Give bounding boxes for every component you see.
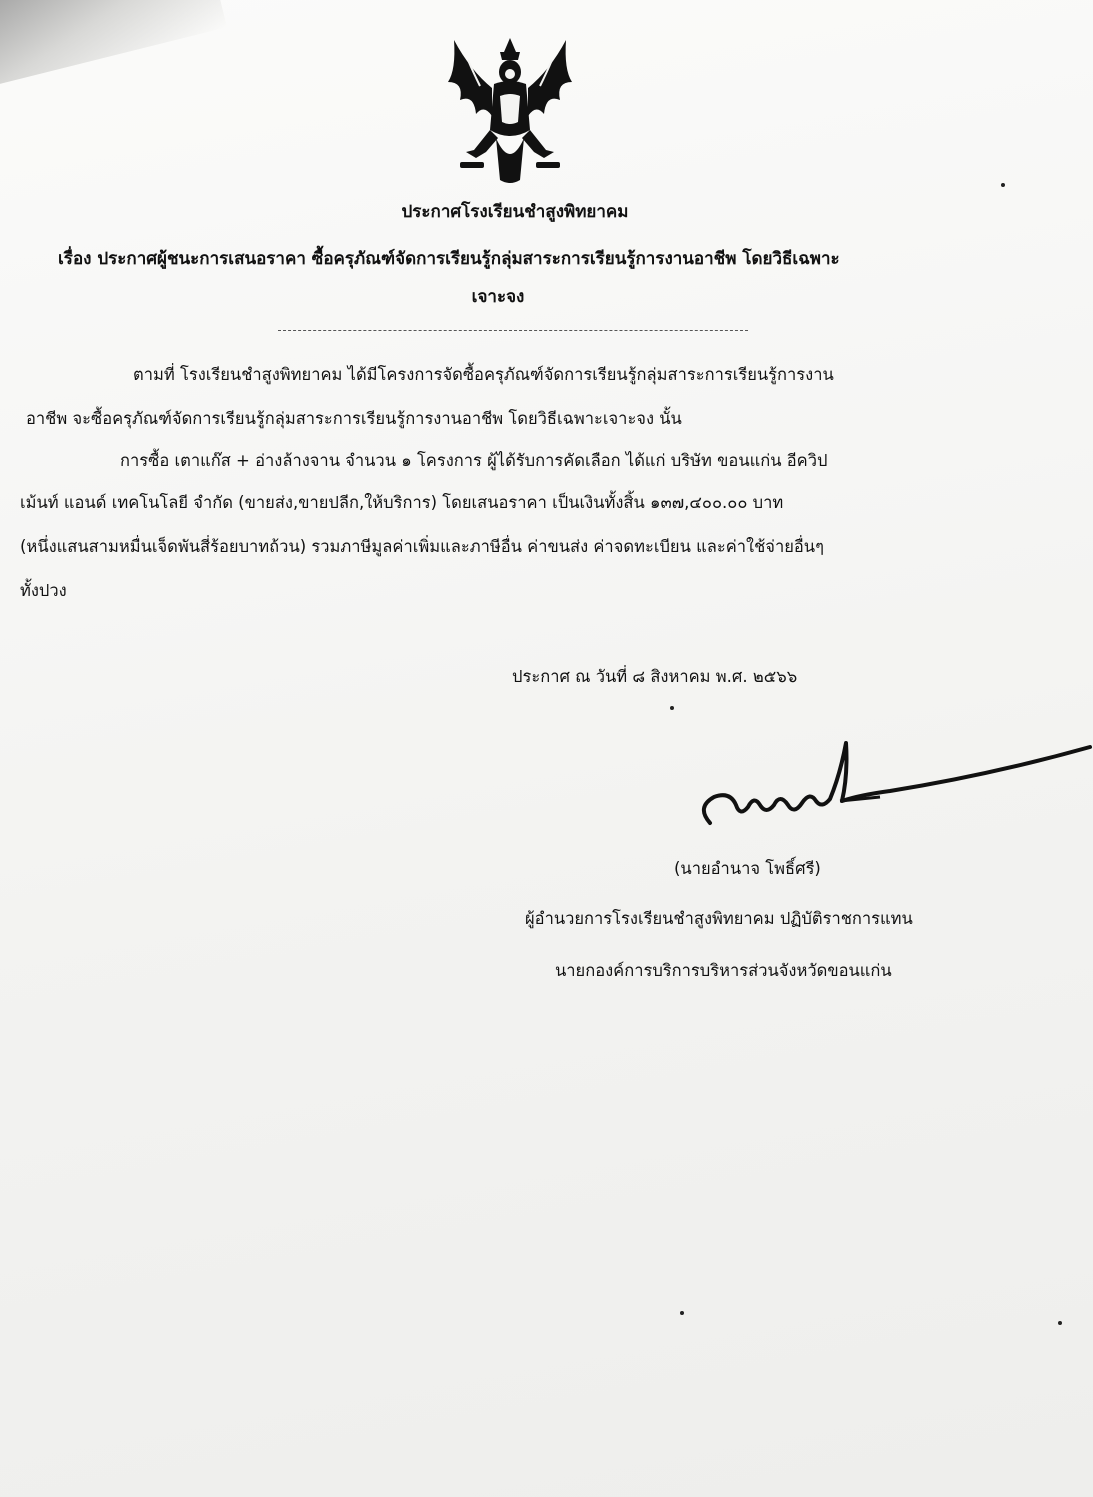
speck	[670, 706, 674, 710]
announcement-subject	[58, 240, 978, 316]
signatory-position-line-1: ผู้อำนวยการโรงเรียนชำสูงพิทยาคม ปฏิบัติราชการแทน	[525, 909, 913, 928]
paragraph-2-line-1: การซื้อ เตาแก๊ส + อ่างล้างจาน จำนวน ๑ โครงการ ผู้ได้รับการคัดเลือก ได้แก่ บริษัท ขอนแก่น อีควิป	[120, 451, 828, 470]
dashed-divider	[278, 330, 748, 331]
garuda-emblem-icon	[440, 30, 580, 190]
paragraph-1-line-2: อาชีพ จะซื้อครุภัณฑ์จัดการเรียนรู้กลุ่มสาระการเรียนรู้การงานอาชีพ โดยวิธีเฉพาะเจาะจง นั้น	[26, 409, 682, 428]
page-fold-shadow	[0, 0, 227, 90]
announcement-title: ประกาศโรงเรียนชำสูงพิทยาคม	[401, 202, 629, 222]
signatory-name: (นายอำนาจ โพธิ์ศรี)	[674, 859, 821, 878]
signatory-position-line-2: นายกองค์การบริการบริหารส่วนจังหวัดขอนแก่น	[555, 961, 892, 980]
paragraph-2-line-2: เม้นท์ แอนด์ เทคโนโลยี จำกัด (ขายส่ง,ขายปลีก,ให้บริการ) โดยเสนอราคา เป็นเงินทั้งสิ้น ๑๓๗,๔๐๐.๐๐ บาท	[20, 493, 784, 512]
handwritten-signature	[690, 735, 1093, 835]
speck	[1001, 183, 1005, 187]
paragraph-2-line-4: ทั้งปวง	[20, 581, 67, 600]
subject-line-1: เรื่อง ประกาศผู้ชนะการเสนอราคา ซื้อครุภัณฑ์จัดการเรียนรู้กลุ่มสาระการเรียนรู้การงานอาชีพ โดยวิธีเฉพาะ	[58, 249, 840, 269]
speck	[680, 1311, 684, 1315]
announcement-date: ประกาศ ณ วันที่ ๘ สิงหาคม พ.ศ. ๒๕๖๖	[512, 667, 798, 686]
paragraph-1-line-1: ตามที่ โรงเรียนชำสูงพิทยาคม ได้มีโครงการจัดซื้อครุภัณฑ์จัดการเรียนรู้กลุ่มสาระการเรียนรู้การงาน	[133, 365, 834, 384]
speck	[1058, 1321, 1062, 1325]
paragraph-2-line-3: (หนึ่งแสนสามหมื่นเจ็ดพันสี่ร้อยบาทถ้วน) รวมภาษีมูลค่าเพิ่มและภาษีอื่น ค่าขนส่ง ค่าจดทะเบียน และค่าใช้จ่ายอื่นๆ	[20, 537, 824, 556]
subject-line-2: เจาะจง	[471, 287, 525, 307]
